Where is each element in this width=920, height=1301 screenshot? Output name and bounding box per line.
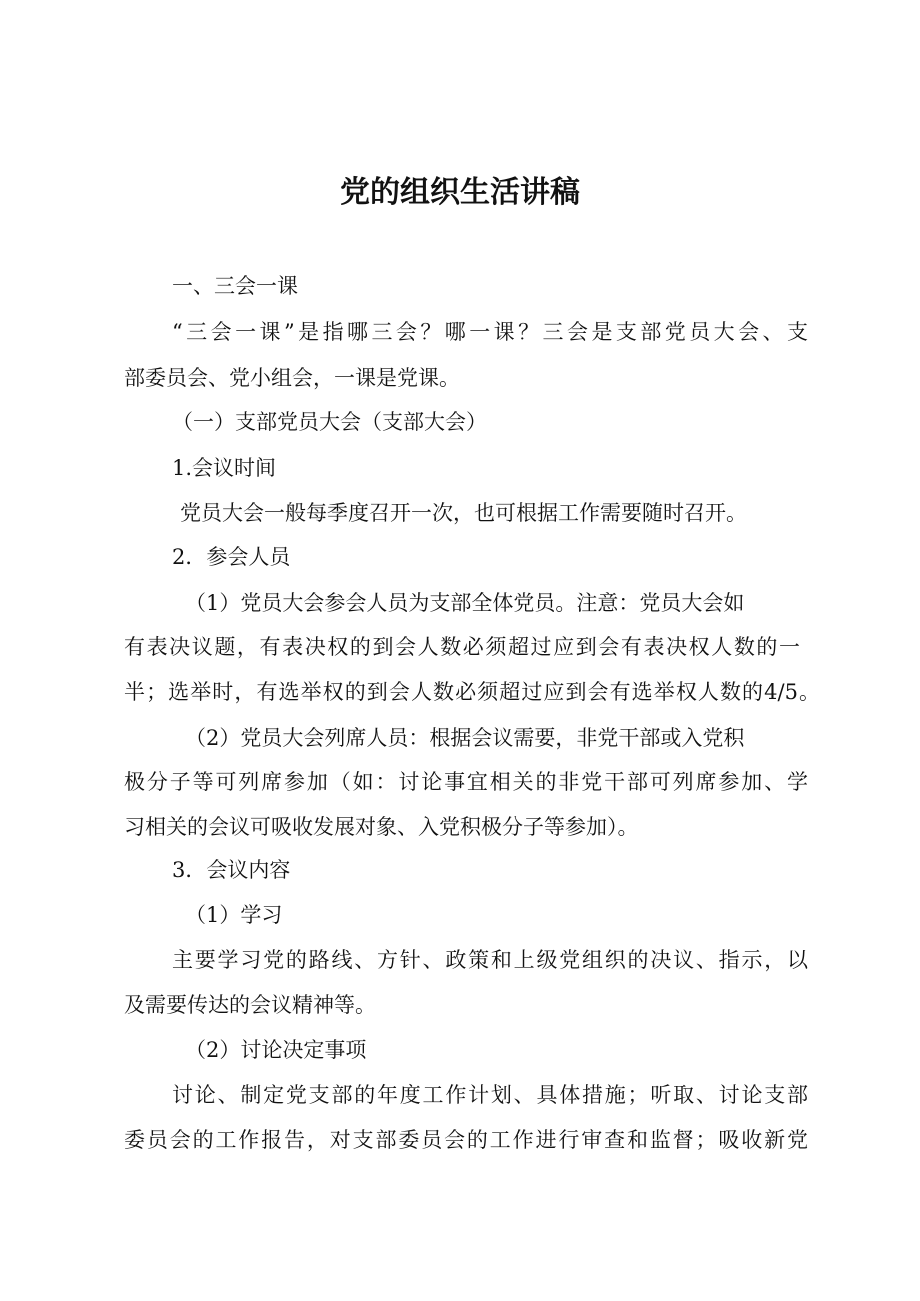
- section-heading-three-meetings: 一、三会一课: [172, 274, 298, 298]
- paragraph-line: 主要学习党的路线、方针、政策和上级党组织的决议、指示，以: [172, 948, 808, 972]
- paragraph-line: 部委员会、党小组会，一课是党课。: [124, 366, 460, 390]
- paragraph-line: （2）党员大会列席人员：根据会议需要，非党干部或入党积: [185, 726, 745, 750]
- subitem-heading-discussion: （2）讨论决定事项: [185, 1038, 367, 1062]
- paragraph-line: 委员会的工作报告，对支部委员会的工作进行审查和监督；吸收新党: [124, 1128, 808, 1152]
- paragraph-line: 有表决议题，有表决权的到会人数必须超过应到会有表决权人数的一: [124, 635, 800, 659]
- paragraph-line: 极分子等可列席参加（如：讨论事宜相关的非党干部可列席参加、学: [124, 770, 808, 794]
- item-heading-meeting-time: 1.会议时间: [172, 456, 277, 480]
- document-title: 党的组织生活讲稿: [340, 175, 580, 210]
- paragraph-line: 习相关的会议可吸收发展对象、入党积极分子等参加）。: [124, 815, 639, 839]
- paragraph-line: 讨论、制定党支部的年度工作计划、具体措施；听取、讨论支部: [172, 1083, 808, 1107]
- item-heading-attendees: 2．参会人员: [172, 545, 291, 569]
- paragraph-line: （1）党员大会参会人员为支部全体党员。注意：党员大会如: [185, 591, 745, 615]
- subsection-heading-branch-meeting: （一）支部党员大会（支部大会）: [172, 410, 487, 434]
- item-heading-meeting-content: 3．会议内容: [172, 858, 291, 882]
- paragraph-line: 党员大会一般每季度召开一次，也可根据工作需要随时召开。: [180, 501, 747, 525]
- paragraph-line: “三会一课”是指哪三会？哪一课？三会是支部党员大会、支: [172, 320, 808, 344]
- paragraph-line: 半；选举时，有选举权的到会人数必须超过应到会有选举权人数的4/5。: [124, 680, 820, 704]
- paragraph-line: 及需要传达的会议精神等。: [124, 993, 376, 1017]
- subitem-heading-study: （1）学习: [185, 903, 283, 927]
